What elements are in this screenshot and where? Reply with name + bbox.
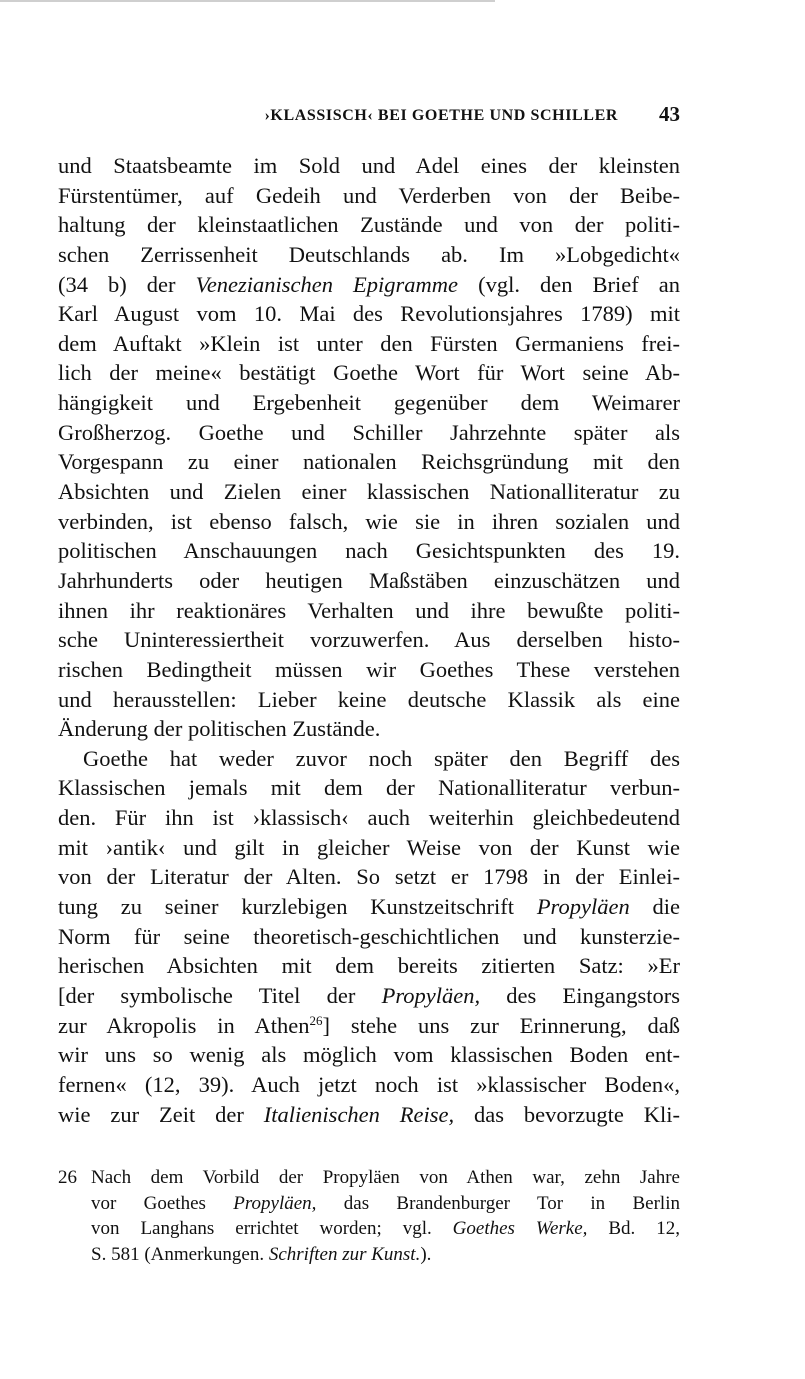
- text-span: das Brandenburger Tor in Berlin: [316, 1192, 680, 1214]
- text-span: S. 581 (Anmerkungen.: [91, 1243, 269, 1265]
- work-title: Propyläen,: [233, 1192, 317, 1214]
- text-line: lich der meine« bestätigt Goethe Wort für Wort seine Ab-: [58, 360, 680, 386]
- footnote-line: [58, 1242, 680, 1268]
- text-line: sche Uninteressiertheit vorzuwerfen. Aus derselben histo-: [58, 627, 680, 653]
- footnote-line: [58, 1165, 680, 1191]
- scan-edge-line: [0, 0, 495, 2]
- text-span: (34 b) der: [58, 271, 196, 297]
- work-title: Venezianischen Epigramme: [195, 271, 459, 297]
- text-line: ihnen ihr reaktionäres Verhalten und ihre bewußte politi-: [58, 597, 680, 623]
- text-span: von Langhans errichtet worden; vgl.: [91, 1218, 453, 1239]
- text-line: Klassischen jemals mit dem der Nationalliteratur verbun-: [58, 775, 680, 801]
- footnote-section: [58, 1165, 680, 1267]
- text-line: Änderung der politischen Zustände.: [58, 716, 381, 742]
- text-span: tung zu seiner kurzlebigen Kunstzeitschrift: [58, 894, 537, 920]
- text-line: und herausstellen: Lieber keine deutsche Klassik als eine: [58, 686, 680, 712]
- text-span: ] stehe uns zur Erinnerung, daß: [322, 1012, 681, 1038]
- work-title: Schriften zur Kunst.: [268, 1243, 421, 1265]
- work-title: Propyläen,: [381, 982, 481, 1008]
- text-span: vor Goethes: [91, 1192, 234, 1214]
- text-line: fernen« (12, 39). Auch jetzt noch ist »klassischer Boden«,: [58, 1071, 680, 1097]
- body-text: [58, 151, 680, 1129]
- text-span: Bd. 12,: [587, 1218, 680, 1239]
- text-line: [58, 270, 680, 300]
- text-span: die: [629, 894, 680, 920]
- work-title: Italienischen Reise,: [263, 1101, 455, 1127]
- text-line: hängigkeit und Ergebenheit gegenüber dem Weimarer: [58, 390, 680, 416]
- text-line: [58, 1011, 680, 1041]
- text-span: Nach dem Vorbild der Propyläen von Athen war, zehn Jahre: [91, 1167, 680, 1188]
- text-line: rischen Bedingtheit müssen wir Goethes These verstehen: [58, 656, 680, 682]
- text-span: zur Akropolis in Athen: [58, 1012, 310, 1038]
- text-line: von der Literatur der Alten. So setzt er 1798 in der Einlei-: [58, 864, 680, 890]
- page-header: [58, 101, 680, 131]
- text-span: [der symbolische Titel der: [58, 982, 382, 1008]
- text-line: [58, 981, 680, 1011]
- text-line: den. Für ihn ist ›klassisch‹ auch weiterhin gleichbedeutend: [58, 805, 680, 831]
- paragraph-first-line: Goethe hat weder zuvor noch später den Begriff des: [83, 745, 680, 771]
- text-line: verbinden, ist ebenso falsch, wie sie in ihren sozialen und: [58, 508, 680, 534]
- running-head: ›KLASSISCH‹ BEI GOETHE UND SCHILLER: [264, 107, 618, 124]
- footnote-line: [58, 1191, 680, 1217]
- text-line: Vorgespann zu einer nationalen Reichsgründung mit den: [58, 449, 680, 475]
- text-span: das bevorzugte Kli-: [454, 1101, 680, 1127]
- text-line: und Staatsbeamte im Sold und Adel eines der kleinsten: [58, 153, 680, 178]
- text-line: mit ›antik‹ und gilt in gleicher Weise von der Kunst wie: [58, 834, 680, 860]
- text-span: (vgl. den Brief an: [458, 271, 680, 297]
- text-span: ).: [420, 1243, 432, 1265]
- text-line: herischen Absichten mit dem bereits zitierten Satz: »Er: [58, 953, 680, 979]
- work-title: Goethes Werke,: [452, 1218, 588, 1239]
- text-span: des Eingangstors: [480, 982, 680, 1008]
- text-line: haltung der kleinstaatlichen Zustände und von der politi-: [58, 212, 680, 238]
- footnote-line: [58, 1216, 680, 1242]
- text-line: Jahrhunderts oder heutigen Maßstäben einzuschätzen und: [58, 567, 680, 593]
- text-line: wir uns so wenig als möglich vom klassischen Boden ent-: [58, 1042, 680, 1068]
- text-span: wie zur Zeit der: [58, 1101, 264, 1127]
- footnote-reference: 26: [309, 1012, 323, 1028]
- text-line: politischen Anschauungen nach Gesichtspunkten des 19.: [58, 538, 680, 564]
- text-line: [58, 1100, 680, 1130]
- page-number: 43: [659, 102, 680, 126]
- text-line: Fürstentümer, auf Gedeih und Verderben von der Beibe-: [58, 182, 680, 208]
- text-line: Absichten und Zielen einer klassischen Nationalliteratur zu: [58, 479, 680, 505]
- text-line: schen Zerrissenheit Deutschlands ab. Im »Lobgedicht«: [58, 241, 680, 267]
- footnote-number: 26: [58, 1167, 77, 1188]
- text-line: dem Auftakt »Klein ist unter den Fürsten Germaniens frei-: [58, 330, 680, 356]
- work-title: Propyläen: [536, 894, 630, 920]
- text-line: Norm für seine theoretisch-geschichtlichen und kunsterzie-: [58, 923, 680, 949]
- text-line: Karl August vom 10. Mai des Revolutionsjahres 1789) mit: [58, 301, 680, 327]
- text-line: Großherzog. Goethe und Schiller Jahrzehnte später als: [58, 419, 680, 445]
- text-line: [58, 892, 680, 922]
